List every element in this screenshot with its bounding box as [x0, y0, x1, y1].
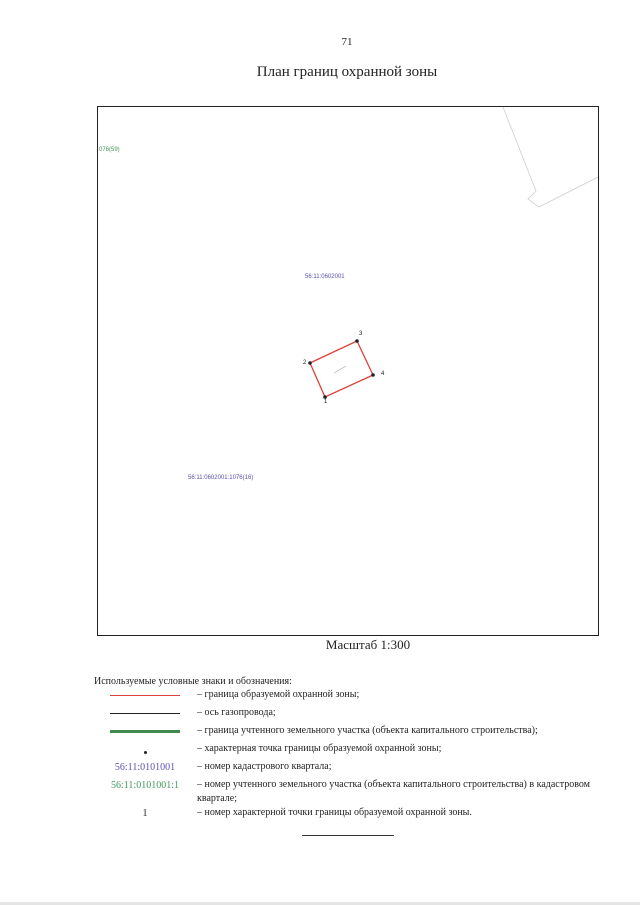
legend-text: – граница учтенного земельного участка (объекта капитального строительства); [197, 725, 538, 736]
legend-item [95, 806, 615, 824]
legend-text: – характерная точка границы образуемой охранной зоны; [197, 743, 442, 754]
boundary-plan-map [97, 106, 599, 636]
point-label-2: 2 [303, 360, 307, 366]
map-drawing [98, 107, 598, 635]
legend [95, 688, 615, 824]
adjacent-boundary-line [503, 107, 598, 207]
point-label-4: 4 [381, 371, 385, 377]
footer-rule [302, 835, 394, 836]
parcel-label: 56:11:0602001:1076(16) [188, 475, 254, 481]
legend-item [95, 760, 615, 778]
legend-text: – граница образуемой охранной зоны; [197, 689, 360, 700]
point-number-symbol: 1 [142, 808, 148, 819]
page-title: План границ охранной зоны [256, 64, 438, 80]
legend-title: Используемые условные знаки и обозначения: [94, 676, 292, 687]
legend-item [95, 706, 615, 724]
point-label-1: 1 [324, 399, 328, 405]
legend-item [95, 778, 615, 806]
boundary-point-2 [308, 361, 312, 365]
parcel-boundary-symbol [110, 730, 180, 733]
boundary-point-3 [355, 339, 359, 343]
gas-pipeline-axis [334, 366, 346, 373]
legend-item [95, 724, 615, 742]
parcel-number-symbol: 56:11:0101001:1 [111, 780, 179, 791]
legend-item [95, 688, 615, 706]
page-number: 71 [341, 36, 353, 48]
legend-text: – номер кадастрового квартала; [197, 761, 332, 772]
scale-label: Масштаб 1:300 [325, 637, 411, 652]
parcel-label-fragment: 076(59) [99, 147, 120, 153]
quarter-number-symbol: 56:11:0101001 [114, 762, 176, 773]
boundary-point-4 [371, 373, 375, 377]
legend-text: – ось газопровода; [197, 707, 276, 718]
point-label-3: 3 [359, 331, 363, 337]
legend-item [95, 742, 615, 760]
boundary-point-symbol [144, 751, 147, 754]
cadastral-quarter-label: 56:11:0602001 [305, 274, 345, 280]
gas-axis-symbol [110, 713, 180, 714]
zone-boundary-symbol [110, 695, 180, 697]
legend-text: – номер учтенного земельного участка (объекта капитального строительства) в кадастровом квартале; [197, 779, 591, 804]
legend-text: – номер характерной точки границы образуемой охранной зоны. [197, 807, 472, 818]
